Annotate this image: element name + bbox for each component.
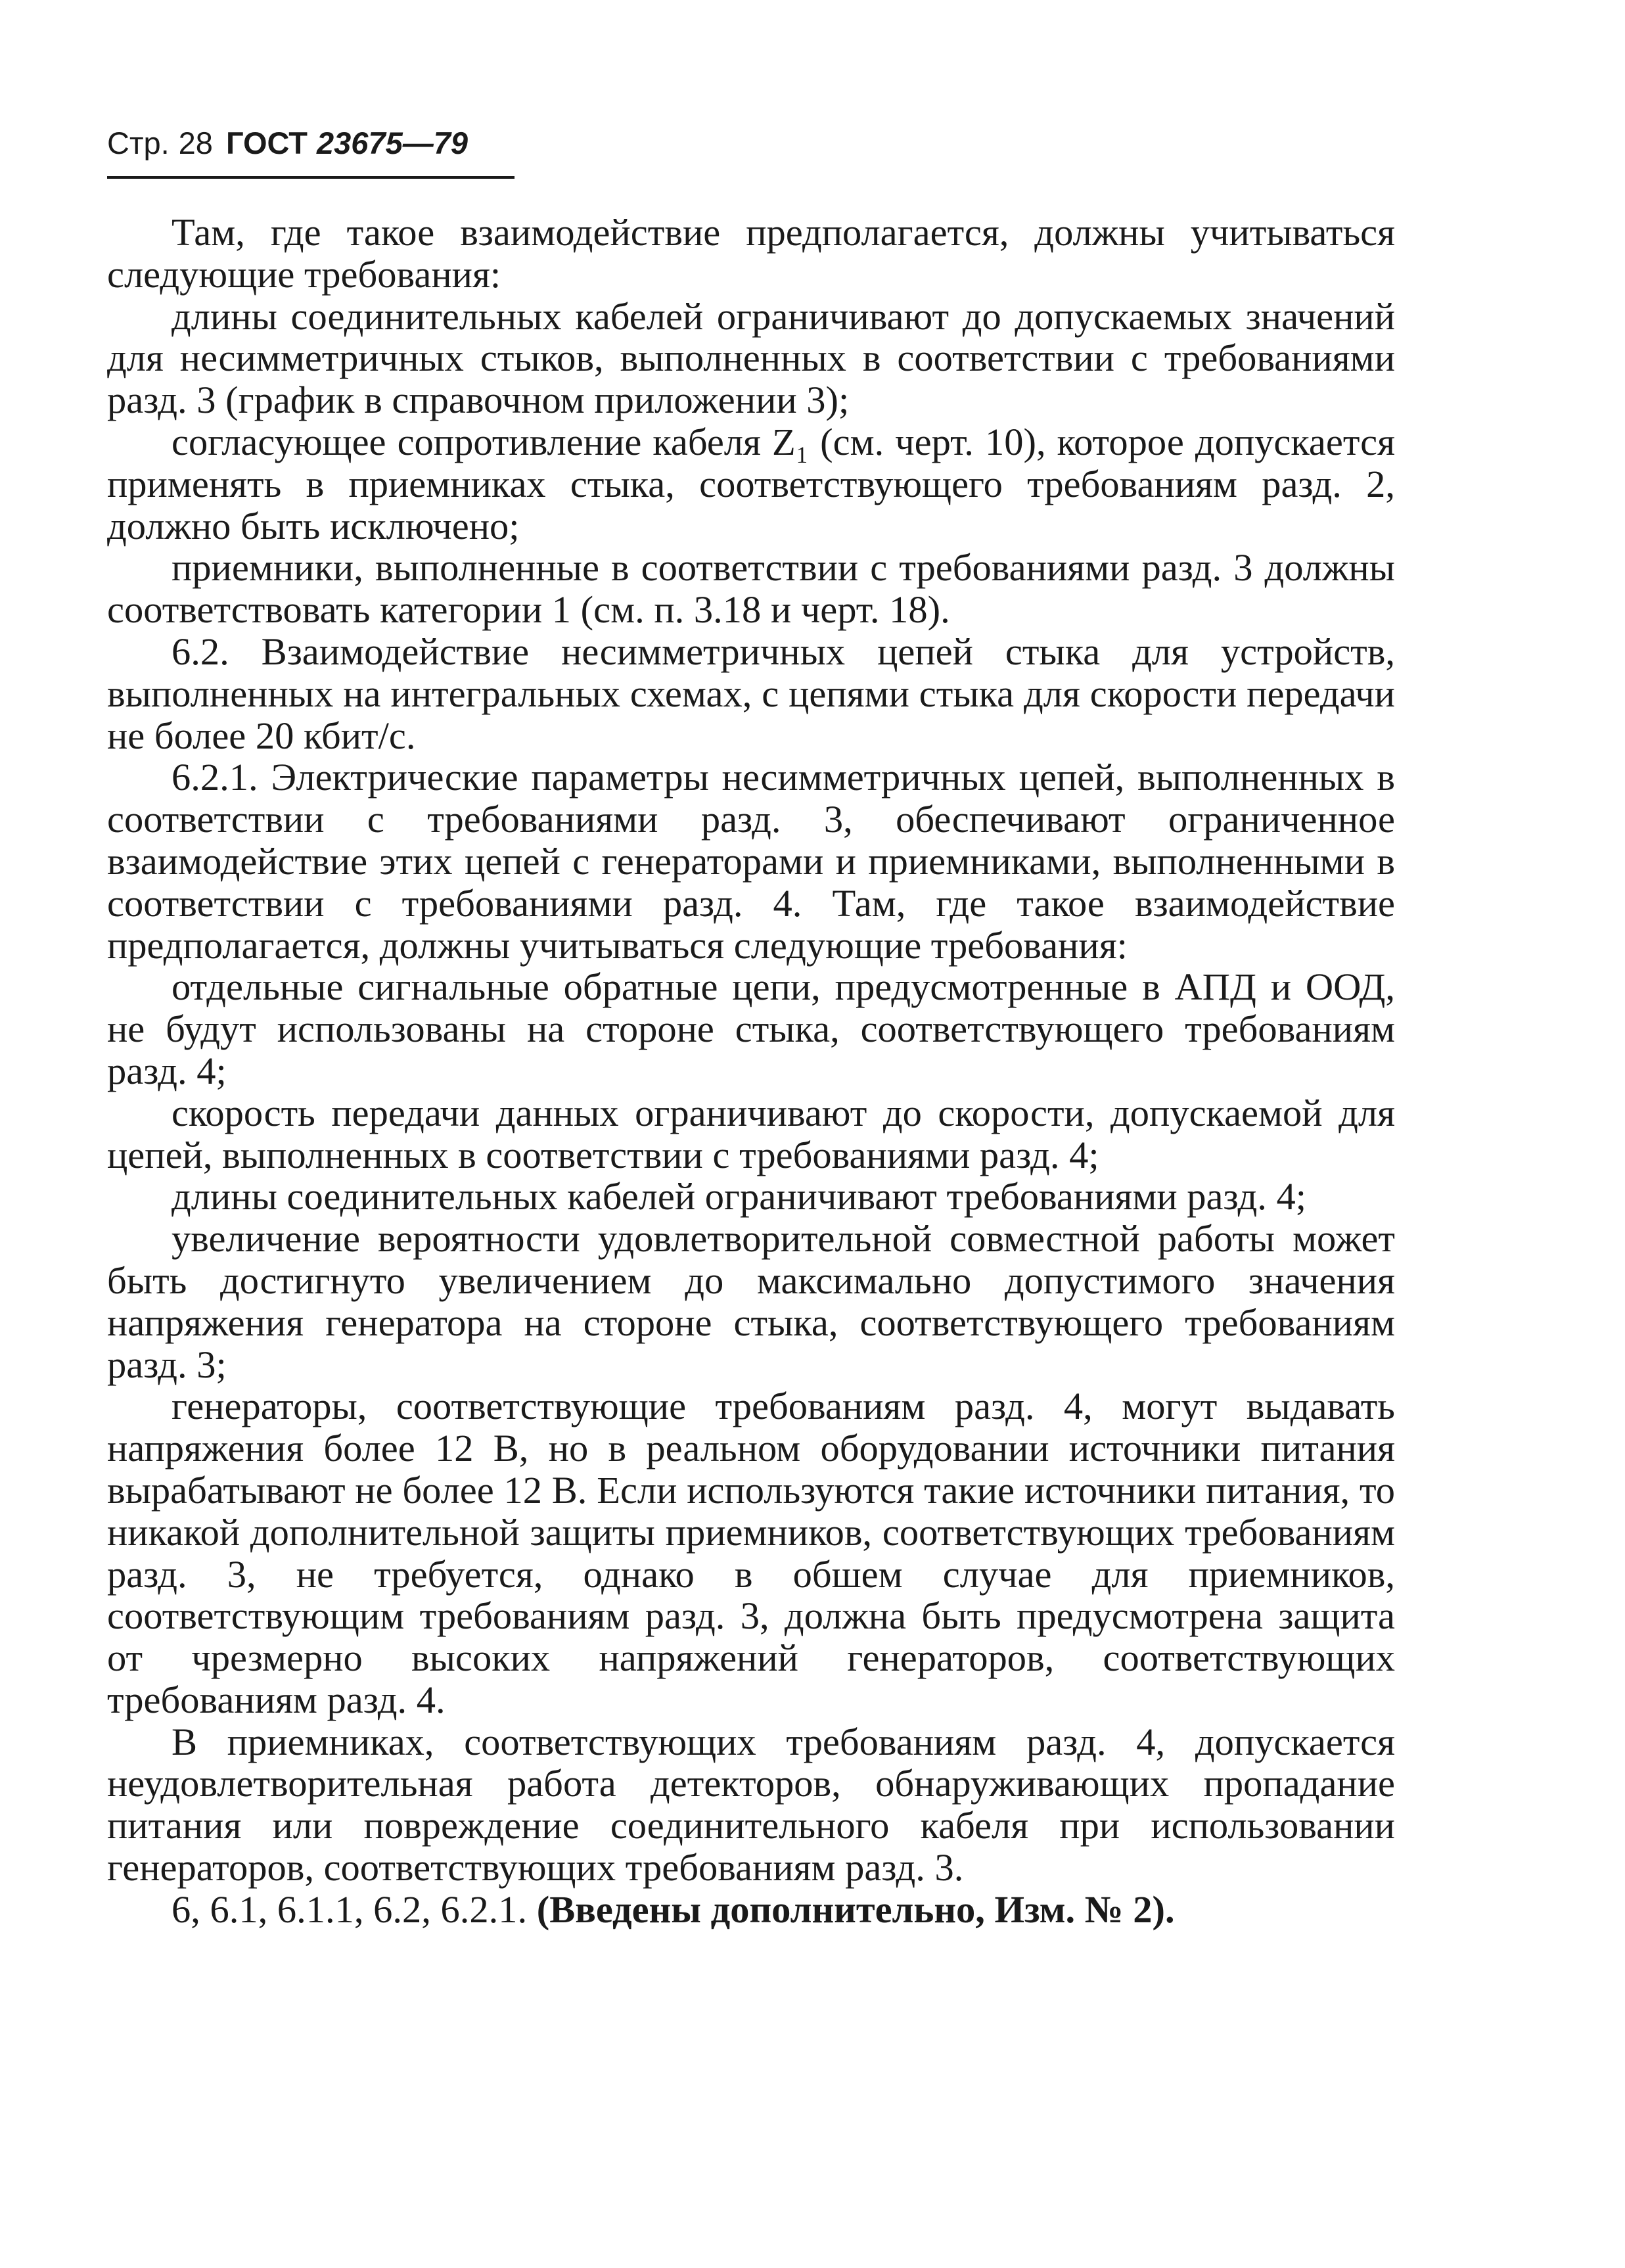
paragraph: 6.2.1. Электрические параметры несимметричных цепей, выполненных в соответствии с требованиями разд. 3, обеспечивают ограниченное взаимодействие этих цепей с генераторами и приемниками, выполненными в соответствии с требованиями разд. 4. Там, где такое взаимодействие предполагается, должны учитываться следующие требования: bbox=[107, 756, 1395, 967]
paragraph: 6.2. Взаимодействие несимметричных цепей стыка для устройств, выполненных на интегральных схемах, с цепями стыка для скорости передачи не более 20 кбит/с. bbox=[107, 630, 1395, 757]
standard-code: 23675—79 bbox=[317, 126, 469, 160]
amendment-text: (Введены дополнительно, Изм. № 2). bbox=[536, 1887, 1175, 1931]
paragraph: длины соединительных кабелей ограничивают до допускаемых значений для несимметричных стыков, выполненных в соответствии с требованиями разд. 3 (график в справочном приложении 3); bbox=[107, 294, 1395, 422]
paragraph: Там, где такое взаимодействие предполагается, должны учитываться следующие требования: bbox=[107, 211, 1395, 296]
page-label: Стр. bbox=[107, 126, 170, 160]
paragraph: приемники, выполненные в соответствии с требованиями разд. 3 должны соответствовать категории 1 (см. п. 3.18 и черт. 18). bbox=[107, 546, 1395, 632]
amendment-note bbox=[107, 1889, 1395, 1931]
paragraph: отдельные сигнальные обратные цепи, предусмотренные в АПД и ООД, не будут использованы на стороне стыка, соответствующего требованиям разд. 4; bbox=[107, 965, 1395, 1092]
paragraph: скорость передачи данных ограничивают до скорости, допускаемой для цепей, выполненных в соответствии с требованиями разд. 4; bbox=[107, 1091, 1395, 1176]
standard-prefix: ГОСТ bbox=[225, 126, 308, 160]
paragraph: В приемниках, соответствующих требованиям разд. 4, допускается неудовлетворительная работа детекторов, обнаруживающих пропадание питания или повреждение соединительного кабеля при использовании генераторов, соответствующих требованиям разд. 3. bbox=[107, 1720, 1395, 1889]
paragraph: увеличение вероятности удовлетворительной совместной работы может быть достигнуто увеличением до максимально допустимого значения напряжения генератора на стороне стыка, соответствующего требованиям разд. 3; bbox=[107, 1217, 1395, 1386]
amendment-sections: 6, 6.1, 6.1.1, 6.2, 6.2.1. bbox=[172, 1887, 528, 1931]
paragraph: генераторы, соответствующие требованиям разд. 4, могут выдавать напряжения более 12 В, но в реальном оборудовании источники питания вырабатывают не более 12 В. Если используются такие источники питания, то никакой дополнительной защиты приемников, соответствующих требованиям разд. 3, не требуется, однако в обшем случае для приемников, соответствующим требованиям разд. 3, должна быть предусмотрена защита от чрезмерно высоких напряжений генераторов, соответствующих требованиям разд. 4. bbox=[107, 1385, 1395, 1721]
page-number: 28 bbox=[178, 126, 213, 160]
document-body bbox=[107, 212, 1395, 1931]
page-header bbox=[107, 124, 515, 179]
paragraph: согласующее сопротивление кабеля Z₁ (см. черт. 10), которое допускается применять в приемниках стыка, соответствующего требованиям разд. 2, должно быть исключено; bbox=[107, 420, 1395, 547]
paragraph: длины соединительных кабелей ограничивают требованиями разд. 4; bbox=[172, 1175, 1307, 1218]
